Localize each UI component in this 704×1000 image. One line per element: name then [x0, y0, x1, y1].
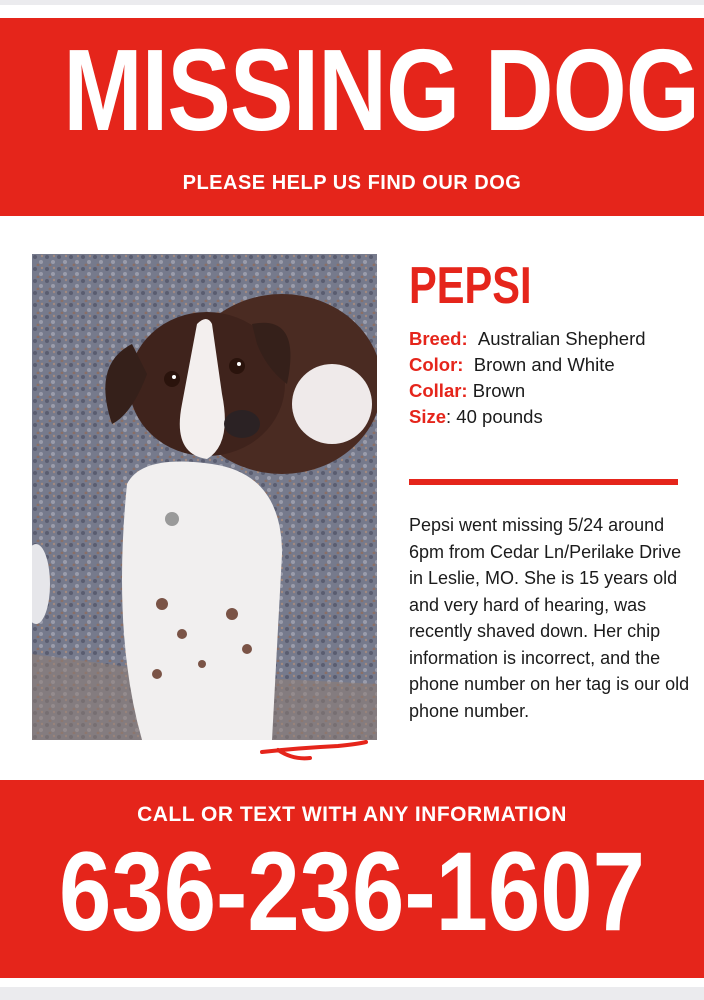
detail-value: Brown: [472, 380, 526, 401]
dog-photo: [32, 254, 377, 740]
dog-details: [409, 326, 646, 430]
dog-name: PEPSI: [409, 257, 532, 315]
section-divider: [409, 479, 678, 485]
dog-description: Pepsi went missing 5/24 around 6pm from Cedar Ln/Perilake Drive in Leslie, MO. She is 15 years old and very hard of hearing, was recently shaved down. Her chip information is incorrect, and the phone number on her tag is our old phone number.: [409, 515, 690, 721]
detail-value: Australian Shepherd: [477, 328, 646, 349]
detail-label: Size: [409, 406, 447, 427]
flyer-title: MISSING DOG: [63, 25, 700, 155]
detail-size: [409, 404, 646, 430]
flyer-subtitle: PLEASE HELP US FIND OUR DOG: [182, 172, 522, 194]
detail-value: : 40 pounds: [446, 406, 543, 427]
detail-color: [409, 352, 646, 378]
detail-value: Brown and White: [473, 354, 615, 375]
phone-number[interactable]: 636-236-1607: [59, 829, 645, 954]
call-to-action: CALL OR TEXT WITH ANY INFORMATION: [137, 803, 567, 826]
detail-label: Breed:: [409, 328, 468, 349]
detail-label: Color:: [409, 354, 464, 375]
detail-label: Collar:: [409, 380, 468, 401]
detail-breed: [409, 326, 646, 352]
detail-collar: [409, 378, 646, 404]
red-scribble-mark: [258, 738, 373, 768]
